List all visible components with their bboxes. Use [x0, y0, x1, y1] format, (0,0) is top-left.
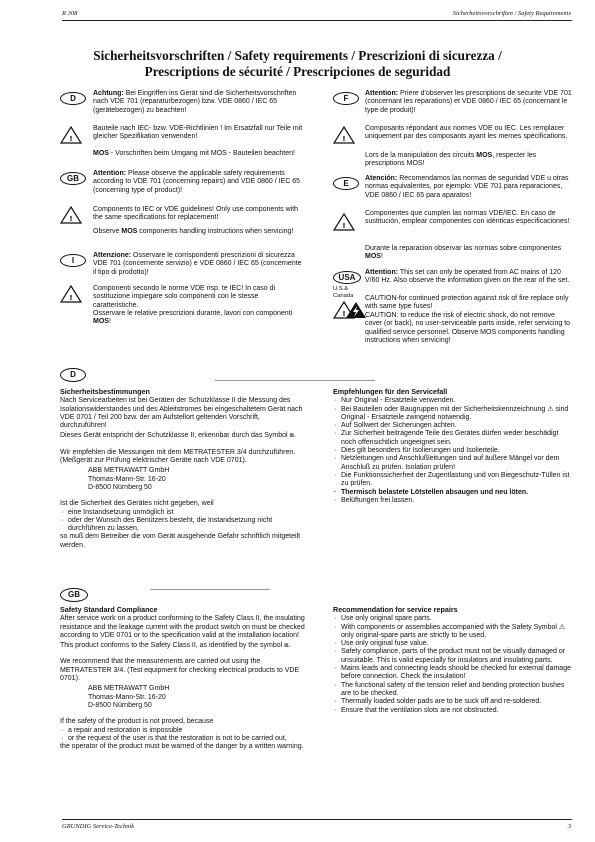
address-line: ABB METRAWATT GmbH: [88, 685, 170, 693]
address-line: D-8500 Nürnberg 50: [88, 483, 152, 491]
list-item: · Belüftungen frei lassen.: [333, 497, 573, 505]
warning-triangle-icon: [60, 206, 82, 224]
header-rule: [62, 20, 572, 21]
badge-d: D: [60, 92, 86, 105]
list-item: · Thermally loaded solder pads are to be suck off and re-soldered.: [333, 698, 573, 706]
list-item: · Bei Bauteilen oder Baugruppen mit der Sicherheitskennzeichnung ⚠ sind Original - Ersatzteile zwingend notwendig.: [333, 406, 573, 423]
shock-hazard-icon: [345, 301, 367, 319]
svg-text:!: !: [69, 294, 73, 302]
list-item: · Nur Original - Ersatzteile verwenden.: [333, 397, 573, 405]
warning-fr-mos-pre: Lors de la manipulation des circuits: [365, 152, 477, 159]
list-item: · Safety compliance, parts of the product must not be visually damaged or unsuitable. This is valid especially for insulators and insulating parts.: [333, 648, 573, 665]
warning-gb-mos: components handling instructions when servicing!: [137, 228, 294, 235]
list-item: · a repair and restoration is impossible: [60, 727, 306, 735]
warning-it-text: Osservare le corrispondenti prescrizioni di sicurezza VDE 701 (concernente servizio) e VDE 0860 / IEC 65 (concernente il tipo di prodotto)!: [93, 252, 302, 276]
de-recommend-section: [333, 388, 573, 505]
warning-es: [333, 175, 573, 269]
list-item: · Die Funktionssicherheit der Zugentlastung und von Biegeschutz-Tüllen ist zu prüfen.: [333, 472, 573, 489]
warning-usa-text: This set can only be operated from AC mains of 120 V/60 Hz. Also observe the information given on the rear of the set.: [365, 269, 570, 285]
list-item: · Dies gilt besonders für Isolierungen und Isolierteile.: [333, 447, 573, 455]
en-recommend-title: Recommendation for service repairs: [333, 605, 458, 614]
list-item: · Thermisch belastete Lötstellen absaugen und neu löten.: [333, 489, 573, 497]
warning-it-mos-pre: Osservare le relative prescrizioni durante, lavori con componenti: [93, 310, 293, 317]
mos-label: MOS: [93, 150, 109, 157]
mos-label: MOS: [365, 253, 381, 261]
page-ref: R 308: [62, 10, 78, 17]
list-item: · Zur Sicherheit beitragende Teile des Gerätes dürfen weder beschädigt noch offensichtlich ungeeignet sein.: [333, 430, 573, 447]
warning-usa: [333, 269, 573, 369]
warning-fr-text: Priere d'observer les prescriptions de securite VDE 701 (concernant les reparations) et VDE 0860 / IEC 65 (concernant le type de produit)!: [365, 90, 572, 114]
warning-usa-caution-shock: CAUTION: to reduce the risk of electric shock, do not remove cover (or back), no user-serviceable parts inside, refer servicing to qualified service personnel. Observe MOS components handling instructions when servicing!: [365, 312, 571, 344]
warning-gb-label: Attention:: [93, 170, 127, 177]
address-line: Thomas-Mann-Str. 16-20: [88, 475, 166, 483]
list-item: · With components or assemblies accompanied with the Safety Symbol ⚠ only original-spare parts are strictly to be used.: [333, 624, 573, 641]
en-safety-section: [60, 606, 306, 753]
address-line: D-8500 Nürnberg 50: [88, 701, 152, 709]
list-item: · oder der Wunsch des Benützers besteht, die Instandsetzung nicht durchführen zu lassen,: [60, 517, 306, 534]
page-number: 3: [567, 823, 571, 830]
en-p4: If the safety of the product is not proved, because: [60, 718, 214, 726]
mos-label: MOS: [121, 228, 138, 235]
svg-text:!: !: [69, 215, 73, 223]
svg-text:!: !: [342, 310, 346, 318]
warning-es-parts: Componentes que cumplen las normas VDE/IEC. En caso de sustitución, emplear componentes con idénticas especificaciones!: [365, 210, 570, 226]
en-section-title: Safety Standard Compliance: [60, 605, 158, 614]
warning-es-mos: !: [380, 253, 383, 261]
de-safety-section: [60, 388, 306, 552]
warning-triangle-icon: [333, 213, 355, 231]
en-p1: After service work on a product conforming to the Safety Class II, the insulating resistance and the leakage current with the product switch on must be checked according to VDE 0701 or to the specification valid at the installation location!: [60, 615, 305, 639]
list-item: · Mains leads and connecting leads should be checked for external damage before connection. Check the insulation!: [333, 665, 573, 682]
badge-usa: USA: [333, 271, 361, 284]
running-title: Sicherheitsvorschriften / Safety Requirements: [452, 10, 571, 17]
en-recommend-list: [333, 615, 573, 715]
warning-de-text: Bei Eingriffen ins Gerät sind die Sicherheitsvorschriften nach VDE 701 (reparaturbezogen) bzw. VDE 0860 / IEC 65 (gerätebezogen) zu beachten!: [93, 90, 297, 114]
badge-f: F: [333, 92, 359, 105]
footer-rule: [62, 819, 572, 820]
de-recommend-list: [333, 397, 573, 505]
warning-de-parts: Bauteile nach IEC- bzw. VDE-Richtlinien ! Im Ersatzfall nur Teile mit gleicher Spezifikation verwenden!: [93, 125, 303, 141]
warning-de-label: Achtung:: [93, 90, 124, 97]
warning-gb-mos-pre: Observe: [93, 228, 122, 235]
title-line-1: Sicherheitsvorschriften / Safety requirements / Prescrizioni di sicurezza /: [93, 48, 502, 63]
warning-es-label: Atención:: [365, 175, 398, 182]
de-section-title: Sicherheitsbestimmungen: [60, 387, 150, 396]
list-item: · Netzleitungen und Anschlußleitungen sind auf äußere Mängel vor dem Anschluß zu prüfen. Isolation prüfen!: [333, 455, 573, 472]
de-p3: Wir empfehlen die Messungen mit dem METRATESTER 3/4 durchzuführen. (Meßgerät zur Prüfung elektrischer Geräte nach VDE 0701).: [60, 448, 296, 465]
badge-d-section: D: [60, 368, 86, 382]
warning-it-label: Attenzione:: [93, 252, 132, 259]
badge-gb: GB: [60, 172, 86, 185]
warning-triangle-icon: [333, 126, 355, 144]
de-recommend-title: Empfehlungen für den Servicefall: [333, 387, 448, 396]
us-canada-label-2: Canada: [333, 292, 354, 299]
list-item: · Use only original fuse value.: [333, 640, 573, 648]
address-line: ABB METRAWATT GmbH: [88, 467, 170, 475]
warning-it-parts: Componenti secondo le norme VDE risp. te IEC! In caso di sostituzione impiegare solo componenti con le stesse caratteristiche.: [93, 285, 276, 309]
list-item: · or the request of the user is that the restoration is not to be carried out,: [60, 735, 306, 743]
warning-es-mos-pre: Durante la reparacion observar las normas sobre componentes: [365, 245, 562, 252]
mos-label: MOS: [93, 318, 109, 326]
de-p4: Ist die Sicherheit des Gerätes nicht gegeben, weil: [60, 500, 214, 508]
warning-it-mos: !: [108, 318, 111, 326]
warning-de-mos: - Vorschriften beim Umgang mit MOS - Bauteilen beachten!: [108, 150, 295, 157]
list-item: · The functional safety of the tension relief and bending protection bushes are to be checked.: [333, 682, 573, 699]
warning-it: [60, 252, 305, 332]
warning-gb-text: Please observe the applicable safety requirements according to VDE 701 (concerning repairs) and VDE 0860 / IEC 65 (concerning type of product)!: [93, 170, 301, 194]
warning-fr-parts: Composants répondant aux normes VDE ou IEC. Les remplacer uniquement par des composants ayant les memes spécifications.: [365, 125, 568, 141]
list-item: · eine Instandsetzung unmöglich ist: [60, 509, 306, 517]
title-line-2: Prescriptions de sécurité / Prescripciones de seguridad: [144, 64, 451, 79]
warning-es-text: Recomendamos las normas de seguridad VDE u otras normas equivalentes, por ejemplo: VDE 701 para reparaciones, VDE 0860 / IEC 65 para aparatos!: [365, 175, 569, 199]
en-p2: This product conforms to the Safety Class II, as identified by the symbol ⧈.: [60, 642, 291, 650]
svg-text:!: !: [342, 222, 346, 230]
mos-label: MOS: [476, 152, 493, 159]
warning-triangle-icon: [60, 285, 82, 303]
warning-fr-mos: , respecter les prescriptions MOS!: [365, 152, 537, 168]
de-p1: Nach Servicearbeiten ist bei Geräten der Schutzklasse II die Messung des Isolationswiderstandes und des Ableitstromes bei eingeschaltetem Gerät nach VDE 0701 / Teil 200 bzw. der am Aufstellort geltenden Vorschrift, durchzuführen!: [60, 397, 303, 430]
separator: [150, 589, 270, 590]
de-p2: Dieses Gerät entspricht der Schutzklasse II, erkennbar durch das Symbol ⧈.: [60, 432, 296, 440]
de-address: [60, 467, 306, 492]
en-p5: the operator of the product must be warned of the danger by a written warning.: [60, 743, 304, 751]
en-p3: We recommend that the measurements are carried out using the METRATESTER 3/4. (Test equipment for checking electrical products to VDE 0701).: [60, 658, 300, 683]
page-title: [40, 48, 555, 80]
list-item: · Ensure that the ventilation slots are not obstructed.: [333, 707, 573, 715]
de-p5: so muß dem Betreiber die vom Gerät ausgehende Gefahr schriftlich mitgeteilt werden.: [60, 533, 301, 549]
footer-brand: GRUNDIG Service-Technik: [62, 823, 135, 830]
warning-de: [60, 90, 305, 170]
separator: [215, 380, 375, 381]
warnings-left: [60, 90, 305, 332]
en-list: [60, 727, 306, 744]
warning-gb-parts: Components to IEC or VDE guidelines! Only use components with the same specifications for replacement!: [93, 206, 299, 222]
address-line: Thomas-Mann-Str. 16-20: [88, 693, 166, 701]
warning-fr: [333, 90, 573, 175]
de-list: [60, 509, 306, 534]
warning-triangle-icon: [60, 126, 82, 144]
warning-usa-caution-fuse: CAUTION-for continued protection against risk of fire replace only with same type fuses!: [365, 295, 569, 311]
en-recommend-section: [333, 606, 573, 715]
us-canada-label-1: U.S.&: [333, 286, 349, 292]
list-item: · Use only original spare parts.: [333, 615, 573, 623]
svg-text:!: !: [342, 135, 346, 143]
en-address: [60, 685, 306, 710]
badge-e: E: [333, 177, 359, 190]
warning-gb: [60, 170, 305, 252]
warning-usa-label: Attention:: [365, 269, 399, 276]
badge-i: I: [60, 254, 86, 267]
warning-fr-label: Attention:: [365, 90, 399, 97]
svg-text:!: !: [69, 135, 73, 143]
badge-gb-section: GB: [60, 588, 88, 602]
warnings-right: [333, 90, 573, 369]
list-item: · Auf Sollwert der Sicherungen achten.: [333, 422, 573, 430]
